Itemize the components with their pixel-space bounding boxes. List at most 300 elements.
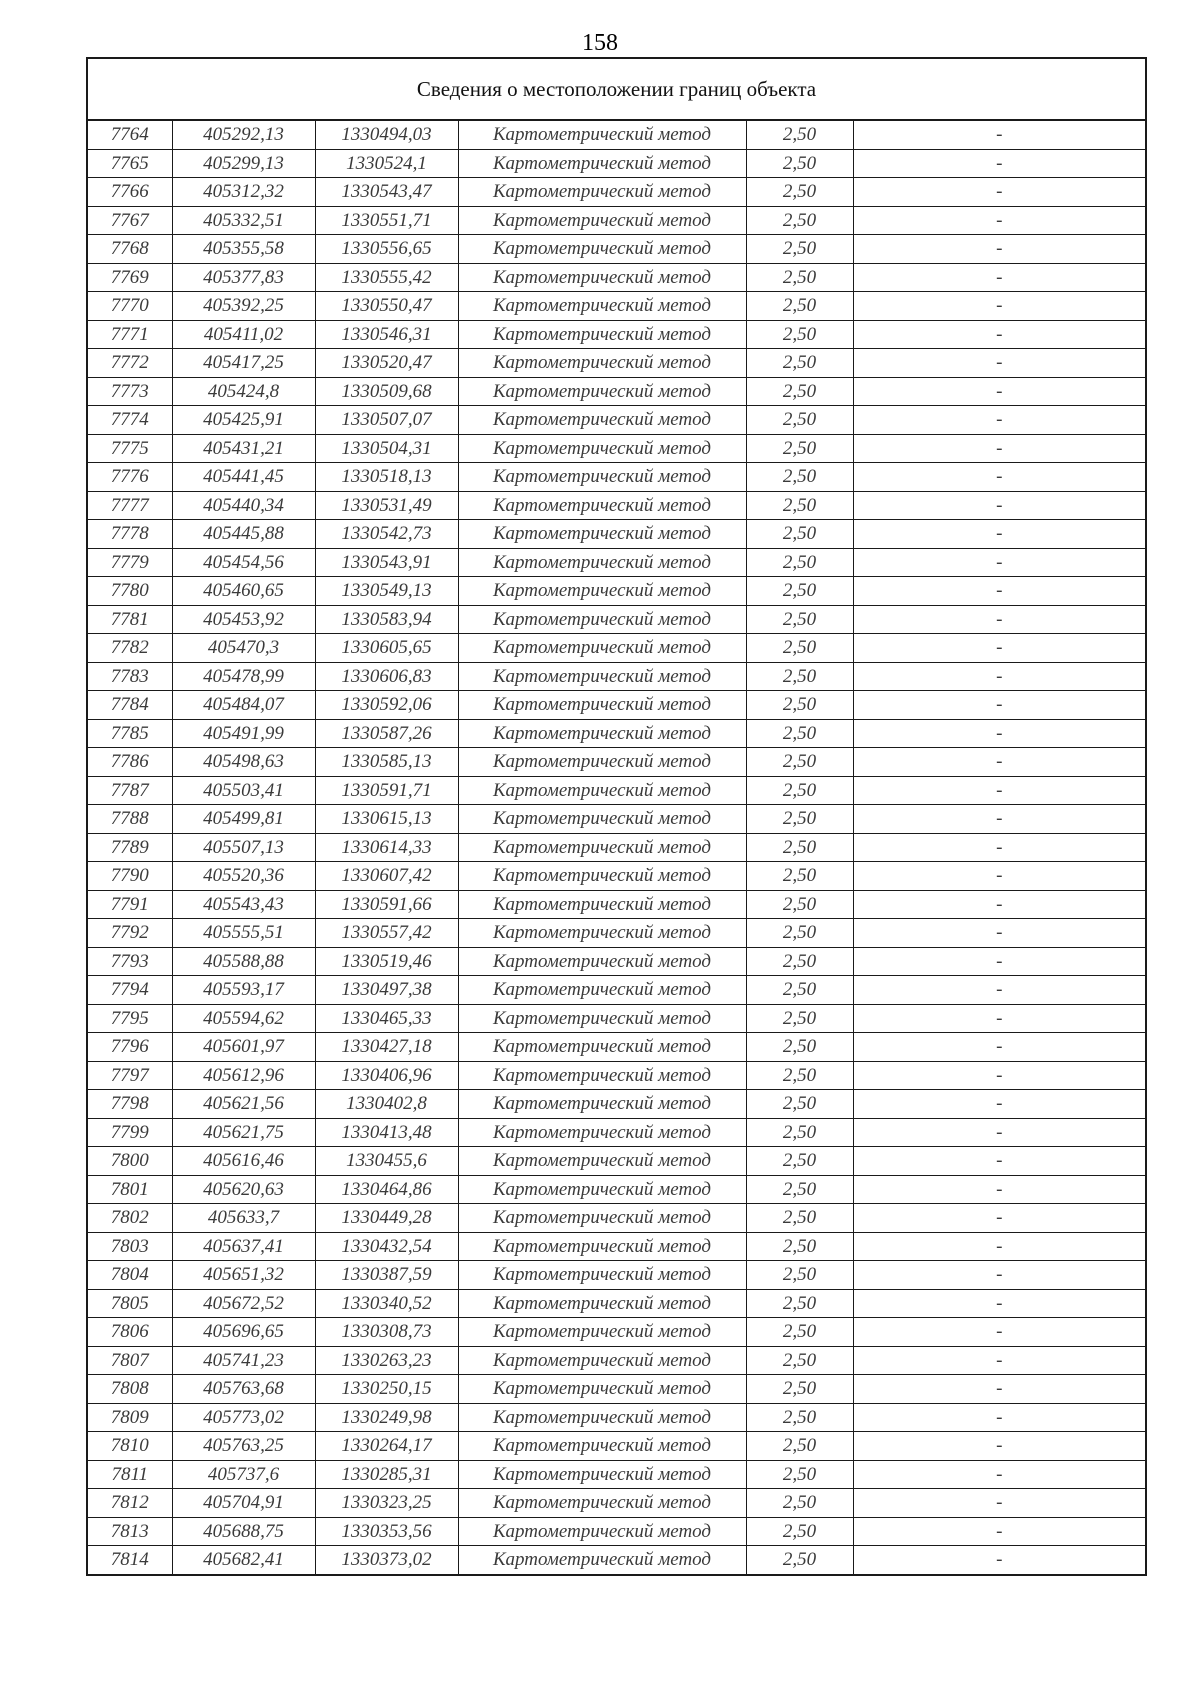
method-cell: Картометрический метод — [458, 548, 746, 577]
accuracy-cell: 2,50 — [746, 520, 853, 549]
method-cell: Картометрический метод — [458, 235, 746, 264]
point-number-cell: 7802 — [88, 1204, 172, 1233]
table-row — [88, 520, 1145, 549]
description-cell: - — [853, 292, 1145, 321]
method-cell: Картометрический метод — [458, 178, 746, 207]
description-cell: - — [853, 748, 1145, 777]
point-number-cell: 7775 — [88, 434, 172, 463]
x-coordinate-cell: 405478,99 — [172, 662, 315, 691]
x-coordinate-cell: 405470,3 — [172, 634, 315, 663]
description-cell: - — [853, 1346, 1145, 1375]
table-row — [88, 1175, 1145, 1204]
y-coordinate-cell: 1330591,66 — [315, 890, 458, 919]
description-cell: - — [853, 235, 1145, 264]
description-cell: - — [853, 520, 1145, 549]
y-coordinate-cell: 1330250,15 — [315, 1375, 458, 1404]
y-coordinate-cell: 1330465,33 — [315, 1004, 458, 1033]
method-cell: Картометрический метод — [458, 634, 746, 663]
y-coordinate-cell: 1330607,42 — [315, 862, 458, 891]
description-cell: - — [853, 691, 1145, 720]
y-coordinate-cell: 1330464,86 — [315, 1175, 458, 1204]
point-number-cell: 7808 — [88, 1375, 172, 1404]
description-cell: - — [853, 1460, 1145, 1489]
description-cell: - — [853, 491, 1145, 520]
description-cell: - — [853, 1375, 1145, 1404]
y-coordinate-cell: 1330550,47 — [315, 292, 458, 321]
point-number-cell: 7778 — [88, 520, 172, 549]
x-coordinate-cell: 405620,63 — [172, 1175, 315, 1204]
accuracy-cell: 2,50 — [746, 634, 853, 663]
y-coordinate-cell: 1330542,73 — [315, 520, 458, 549]
point-number-cell: 7766 — [88, 178, 172, 207]
table-row — [88, 1375, 1145, 1404]
method-cell: Картометрический метод — [458, 1375, 746, 1404]
accuracy-cell: 2,50 — [746, 1546, 853, 1574]
description-cell: - — [853, 577, 1145, 606]
method-cell: Картометрический метод — [458, 121, 746, 149]
point-number-cell: 7796 — [88, 1033, 172, 1062]
table-row — [88, 862, 1145, 891]
accuracy-cell: 2,50 — [746, 1147, 853, 1176]
description-cell: - — [853, 149, 1145, 178]
point-number-cell: 7806 — [88, 1318, 172, 1347]
accuracy-cell: 2,50 — [746, 833, 853, 862]
accuracy-cell: 2,50 — [746, 719, 853, 748]
y-coordinate-cell: 1330583,94 — [315, 605, 458, 634]
table-row — [88, 890, 1145, 919]
method-cell: Картометрический метод — [458, 976, 746, 1005]
accuracy-cell: 2,50 — [746, 1261, 853, 1290]
accuracy-cell: 2,50 — [746, 1061, 853, 1090]
x-coordinate-cell: 405616,46 — [172, 1147, 315, 1176]
accuracy-cell: 2,50 — [746, 1090, 853, 1119]
description-cell: - — [853, 320, 1145, 349]
y-coordinate-cell: 1330518,13 — [315, 463, 458, 492]
table-row — [88, 1489, 1145, 1518]
description-cell: - — [853, 406, 1145, 435]
description-cell: - — [853, 919, 1145, 948]
x-coordinate-cell: 405417,25 — [172, 349, 315, 378]
y-coordinate-cell: 1330520,47 — [315, 349, 458, 378]
x-coordinate-cell: 405484,07 — [172, 691, 315, 720]
point-number-cell: 7813 — [88, 1517, 172, 1546]
method-cell: Картометрический метод — [458, 1204, 746, 1233]
y-coordinate-cell: 1330614,33 — [315, 833, 458, 862]
table-row — [88, 206, 1145, 235]
description-cell: - — [853, 805, 1145, 834]
table-row — [88, 1318, 1145, 1347]
method-cell: Картометрический метод — [458, 719, 746, 748]
accuracy-cell: 2,50 — [746, 776, 853, 805]
x-coordinate-cell: 405621,75 — [172, 1118, 315, 1147]
point-number-cell: 7773 — [88, 377, 172, 406]
x-coordinate-cell: 405503,41 — [172, 776, 315, 805]
x-coordinate-cell: 405499,81 — [172, 805, 315, 834]
y-coordinate-cell: 1330387,59 — [315, 1261, 458, 1290]
point-number-cell: 7799 — [88, 1118, 172, 1147]
table-row — [88, 1004, 1145, 1033]
table-row — [88, 263, 1145, 292]
accuracy-cell: 2,50 — [746, 1432, 853, 1461]
point-number-cell: 7793 — [88, 947, 172, 976]
method-cell: Картометрический метод — [458, 577, 746, 606]
x-coordinate-cell: 405445,88 — [172, 520, 315, 549]
description-cell: - — [853, 776, 1145, 805]
x-coordinate-cell: 405594,62 — [172, 1004, 315, 1033]
accuracy-cell: 2,50 — [746, 662, 853, 691]
table-row — [88, 634, 1145, 663]
point-number-cell: 7785 — [88, 719, 172, 748]
method-cell: Картометрический метод — [458, 1289, 746, 1318]
x-coordinate-cell: 405688,75 — [172, 1517, 315, 1546]
y-coordinate-cell: 1330249,98 — [315, 1403, 458, 1432]
x-coordinate-cell: 405460,65 — [172, 577, 315, 606]
table-row — [88, 349, 1145, 378]
point-number-cell: 7786 — [88, 748, 172, 777]
x-coordinate-cell: 405737,6 — [172, 1460, 315, 1489]
method-cell: Картометрический метод — [458, 1061, 746, 1090]
description-cell: - — [853, 662, 1145, 691]
table-row — [88, 1232, 1145, 1261]
description-cell: - — [853, 1289, 1145, 1318]
description-cell: - — [853, 463, 1145, 492]
y-coordinate-cell: 1330543,91 — [315, 548, 458, 577]
method-cell: Картометрический метод — [458, 377, 746, 406]
accuracy-cell: 2,50 — [746, 890, 853, 919]
accuracy-cell: 2,50 — [746, 434, 853, 463]
point-number-cell: 7768 — [88, 235, 172, 264]
point-number-cell: 7779 — [88, 548, 172, 577]
table-row — [88, 1546, 1145, 1574]
x-coordinate-cell: 405633,7 — [172, 1204, 315, 1233]
table-row — [88, 577, 1145, 606]
point-number-cell: 7774 — [88, 406, 172, 435]
x-coordinate-cell: 405741,23 — [172, 1346, 315, 1375]
table-row — [88, 121, 1145, 149]
table-row — [88, 1460, 1145, 1489]
point-number-cell: 7776 — [88, 463, 172, 492]
y-coordinate-cell: 1330549,13 — [315, 577, 458, 606]
method-cell: Картометрический метод — [458, 1517, 746, 1546]
table-row — [88, 1432, 1145, 1461]
y-coordinate-cell: 1330585,13 — [315, 748, 458, 777]
method-cell: Картометрический метод — [458, 1147, 746, 1176]
table-row — [88, 1147, 1145, 1176]
x-coordinate-cell: 405440,34 — [172, 491, 315, 520]
table-row — [88, 377, 1145, 406]
method-cell: Картометрический метод — [458, 520, 746, 549]
y-coordinate-cell: 1330524,1 — [315, 149, 458, 178]
accuracy-cell: 2,50 — [746, 1403, 853, 1432]
description-cell: - — [853, 1318, 1145, 1347]
x-coordinate-cell: 405637,41 — [172, 1232, 315, 1261]
y-coordinate-cell: 1330432,54 — [315, 1232, 458, 1261]
point-number-cell: 7803 — [88, 1232, 172, 1261]
page-number: 158 — [582, 30, 618, 56]
description-cell: - — [853, 434, 1145, 463]
method-cell: Картометрический метод — [458, 206, 746, 235]
description-cell: - — [853, 1403, 1145, 1432]
x-coordinate-cell: 405773,02 — [172, 1403, 315, 1432]
method-cell: Картометрический метод — [458, 406, 746, 435]
point-number-cell: 7794 — [88, 976, 172, 1005]
point-number-cell: 7780 — [88, 577, 172, 606]
description-cell: - — [853, 1118, 1145, 1147]
x-coordinate-cell: 405507,13 — [172, 833, 315, 862]
point-number-cell: 7792 — [88, 919, 172, 948]
description-cell: - — [853, 548, 1145, 577]
point-number-cell: 7770 — [88, 292, 172, 321]
x-coordinate-cell: 405682,41 — [172, 1546, 315, 1574]
x-coordinate-cell: 405453,92 — [172, 605, 315, 634]
method-cell: Картометрический метод — [458, 605, 746, 634]
method-cell: Картометрический метод — [458, 1403, 746, 1432]
x-coordinate-cell: 405424,8 — [172, 377, 315, 406]
accuracy-cell: 2,50 — [746, 121, 853, 149]
table-row — [88, 691, 1145, 720]
x-coordinate-cell: 405704,91 — [172, 1489, 315, 1518]
table-row — [88, 320, 1145, 349]
y-coordinate-cell: 1330263,23 — [315, 1346, 458, 1375]
x-coordinate-cell: 405593,17 — [172, 976, 315, 1005]
description-cell: - — [853, 634, 1145, 663]
table-row — [88, 1118, 1145, 1147]
accuracy-cell: 2,50 — [746, 463, 853, 492]
table-row — [88, 605, 1145, 634]
x-coordinate-cell: 405292,13 — [172, 121, 315, 149]
method-cell: Картометрический метод — [458, 463, 746, 492]
x-coordinate-cell: 405696,65 — [172, 1318, 315, 1347]
table-row — [88, 919, 1145, 948]
description-cell: - — [853, 605, 1145, 634]
method-cell: Картометрический метод — [458, 748, 746, 777]
table-row — [88, 434, 1145, 463]
table-row — [88, 748, 1145, 777]
point-number-cell: 7772 — [88, 349, 172, 378]
table-row — [88, 1517, 1145, 1546]
y-coordinate-cell: 1330427,18 — [315, 1033, 458, 1062]
y-coordinate-cell: 1330504,31 — [315, 434, 458, 463]
y-coordinate-cell: 1330413,48 — [315, 1118, 458, 1147]
x-coordinate-cell: 405392,25 — [172, 292, 315, 321]
description-cell: - — [853, 1090, 1145, 1119]
accuracy-cell: 2,50 — [746, 263, 853, 292]
method-cell: Картометрический метод — [458, 263, 746, 292]
description-cell: - — [853, 349, 1145, 378]
point-number-cell: 7769 — [88, 263, 172, 292]
point-number-cell: 7801 — [88, 1175, 172, 1204]
accuracy-cell: 2,50 — [746, 691, 853, 720]
table-row — [88, 149, 1145, 178]
description-cell: - — [853, 1147, 1145, 1176]
accuracy-cell: 2,50 — [746, 947, 853, 976]
boundary-points-sheet — [86, 57, 1147, 1576]
method-cell: Картометрический метод — [458, 1318, 746, 1347]
description-cell: - — [853, 1517, 1145, 1546]
method-cell: Картометрический метод — [458, 320, 746, 349]
method-cell: Картометрический метод — [458, 691, 746, 720]
accuracy-cell: 2,50 — [746, 1346, 853, 1375]
y-coordinate-cell: 1330546,31 — [315, 320, 458, 349]
description-cell: - — [853, 1489, 1145, 1518]
point-number-cell: 7804 — [88, 1261, 172, 1290]
point-number-cell: 7810 — [88, 1432, 172, 1461]
y-coordinate-cell: 1330455,6 — [315, 1147, 458, 1176]
y-coordinate-cell: 1330592,06 — [315, 691, 458, 720]
y-coordinate-cell: 1330402,8 — [315, 1090, 458, 1119]
accuracy-cell: 2,50 — [746, 577, 853, 606]
y-coordinate-cell: 1330323,25 — [315, 1489, 458, 1518]
method-cell: Картометрический метод — [458, 1546, 746, 1574]
description-cell: - — [853, 1432, 1145, 1461]
method-cell: Картометрический метод — [458, 1261, 746, 1290]
x-coordinate-cell: 405520,36 — [172, 862, 315, 891]
y-coordinate-cell: 1330557,42 — [315, 919, 458, 948]
method-cell: Картометрический метод — [458, 1090, 746, 1119]
y-coordinate-cell: 1330353,56 — [315, 1517, 458, 1546]
accuracy-cell: 2,50 — [746, 976, 853, 1005]
accuracy-cell: 2,50 — [746, 605, 853, 634]
method-cell: Картометрический метод — [458, 1175, 746, 1204]
point-number-cell: 7805 — [88, 1289, 172, 1318]
table-row — [88, 976, 1145, 1005]
y-coordinate-cell: 1330264,17 — [315, 1432, 458, 1461]
method-cell: Картометрический метод — [458, 805, 746, 834]
table-row — [88, 406, 1145, 435]
point-number-cell: 7784 — [88, 691, 172, 720]
table-row — [88, 1061, 1145, 1090]
accuracy-cell: 2,50 — [746, 292, 853, 321]
accuracy-cell: 2,50 — [746, 1460, 853, 1489]
accuracy-cell: 2,50 — [746, 919, 853, 948]
point-number-cell: 7814 — [88, 1546, 172, 1574]
x-coordinate-cell: 405454,56 — [172, 548, 315, 577]
description-cell: - — [853, 377, 1145, 406]
y-coordinate-cell: 1330509,68 — [315, 377, 458, 406]
x-coordinate-cell: 405431,21 — [172, 434, 315, 463]
y-coordinate-cell: 1330494,03 — [315, 121, 458, 149]
accuracy-cell: 2,50 — [746, 1118, 853, 1147]
section-title: Сведения о местоположении границ объекта — [88, 59, 1145, 121]
table-row — [88, 1204, 1145, 1233]
method-cell: Картометрический метод — [458, 434, 746, 463]
method-cell: Картометрический метод — [458, 1033, 746, 1062]
method-cell: Картометрический метод — [458, 890, 746, 919]
point-number-cell: 7797 — [88, 1061, 172, 1090]
method-cell: Картометрический метод — [458, 1118, 746, 1147]
x-coordinate-cell: 405651,32 — [172, 1261, 315, 1290]
x-coordinate-cell: 405312,32 — [172, 178, 315, 207]
x-coordinate-cell: 405377,83 — [172, 263, 315, 292]
table-row — [88, 1346, 1145, 1375]
table-row — [88, 776, 1145, 805]
point-number-cell: 7782 — [88, 634, 172, 663]
accuracy-cell: 2,50 — [746, 1289, 853, 1318]
accuracy-cell: 2,50 — [746, 149, 853, 178]
boundary-points-table — [88, 121, 1145, 1574]
description-cell: - — [853, 976, 1145, 1005]
point-number-cell: 7788 — [88, 805, 172, 834]
x-coordinate-cell: 405763,68 — [172, 1375, 315, 1404]
point-number-cell: 7777 — [88, 491, 172, 520]
description-cell: - — [853, 263, 1145, 292]
y-coordinate-cell: 1330449,28 — [315, 1204, 458, 1233]
description-cell: - — [853, 890, 1145, 919]
point-number-cell: 7790 — [88, 862, 172, 891]
method-cell: Картометрический метод — [458, 1346, 746, 1375]
x-coordinate-cell: 405441,45 — [172, 463, 315, 492]
x-coordinate-cell: 405355,58 — [172, 235, 315, 264]
x-coordinate-cell: 405601,97 — [172, 1033, 315, 1062]
y-coordinate-cell: 1330543,47 — [315, 178, 458, 207]
accuracy-cell: 2,50 — [746, 1033, 853, 1062]
description-cell: - — [853, 1004, 1145, 1033]
y-coordinate-cell: 1330406,96 — [315, 1061, 458, 1090]
table-row — [88, 491, 1145, 520]
accuracy-cell: 2,50 — [746, 377, 853, 406]
description-cell: - — [853, 833, 1145, 862]
table-row — [88, 1403, 1145, 1432]
accuracy-cell: 2,50 — [746, 1232, 853, 1261]
y-coordinate-cell: 1330285,31 — [315, 1460, 458, 1489]
accuracy-cell: 2,50 — [746, 1375, 853, 1404]
table-row — [88, 805, 1145, 834]
y-coordinate-cell: 1330373,02 — [315, 1546, 458, 1574]
x-coordinate-cell: 405425,91 — [172, 406, 315, 435]
method-cell: Картометрический метод — [458, 1432, 746, 1461]
point-number-cell: 7809 — [88, 1403, 172, 1432]
method-cell: Картометрический метод — [458, 292, 746, 321]
point-number-cell: 7789 — [88, 833, 172, 862]
x-coordinate-cell: 405491,99 — [172, 719, 315, 748]
accuracy-cell: 2,50 — [746, 862, 853, 891]
accuracy-cell: 2,50 — [746, 1175, 853, 1204]
point-number-cell: 7798 — [88, 1090, 172, 1119]
x-coordinate-cell: 405621,56 — [172, 1090, 315, 1119]
method-cell: Картометрический метод — [458, 919, 746, 948]
method-cell: Картометрический метод — [458, 1232, 746, 1261]
method-cell: Картометрический метод — [458, 349, 746, 378]
y-coordinate-cell: 1330587,26 — [315, 719, 458, 748]
table-row — [88, 947, 1145, 976]
accuracy-cell: 2,50 — [746, 406, 853, 435]
method-cell: Картометрический метод — [458, 149, 746, 178]
y-coordinate-cell: 1330551,71 — [315, 206, 458, 235]
y-coordinate-cell: 1330555,42 — [315, 263, 458, 292]
table-row — [88, 833, 1145, 862]
x-coordinate-cell: 405543,43 — [172, 890, 315, 919]
method-cell: Картометрический метод — [458, 833, 746, 862]
point-number-cell: 7765 — [88, 149, 172, 178]
accuracy-cell: 2,50 — [746, 548, 853, 577]
description-cell: - — [853, 862, 1145, 891]
point-number-cell: 7764 — [88, 121, 172, 149]
description-cell: - — [853, 121, 1145, 149]
x-coordinate-cell: 405612,96 — [172, 1061, 315, 1090]
accuracy-cell: 2,50 — [746, 805, 853, 834]
x-coordinate-cell: 405763,25 — [172, 1432, 315, 1461]
table-row — [88, 719, 1145, 748]
description-cell: - — [853, 1061, 1145, 1090]
point-number-cell: 7783 — [88, 662, 172, 691]
method-cell: Картометрический метод — [458, 1460, 746, 1489]
accuracy-cell: 2,50 — [746, 178, 853, 207]
point-number-cell: 7811 — [88, 1460, 172, 1489]
y-coordinate-cell: 1330615,13 — [315, 805, 458, 834]
y-coordinate-cell: 1330606,83 — [315, 662, 458, 691]
description-cell: - — [853, 1261, 1145, 1290]
y-coordinate-cell: 1330308,73 — [315, 1318, 458, 1347]
